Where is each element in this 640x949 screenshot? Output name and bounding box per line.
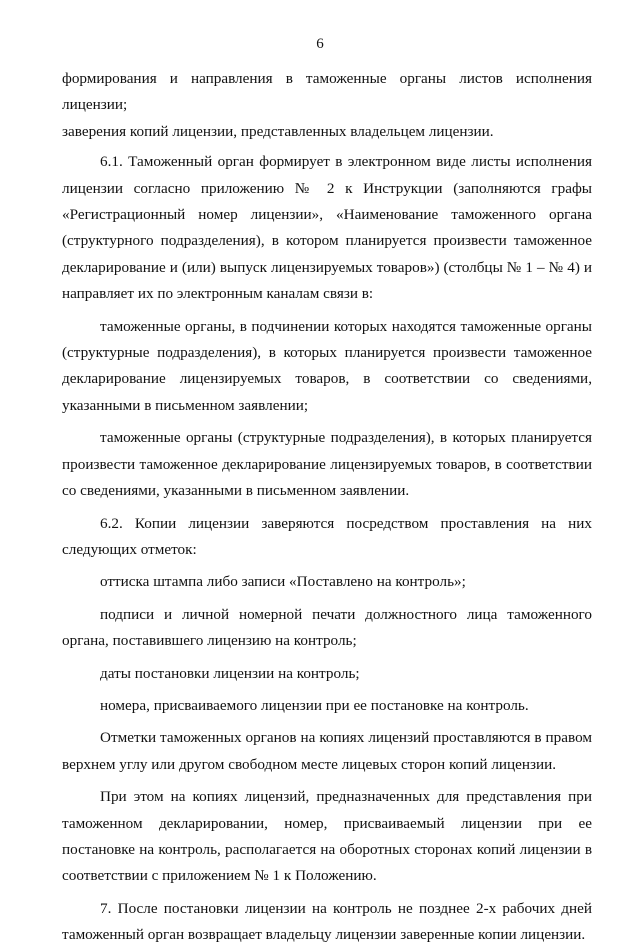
paragraph-subordinate-customs-bodies: таможенные органы, в подчинении которых находятся таможенные органы (структурные подразделения), в которых планируется произвести таможенное декларирование лицензируемых товаров, в соответствии со сведениями, указанными в письменном заявлении; xyxy=(62,317,592,414)
paragraph-registration-date: даты постановки лицензии на контроль; xyxy=(100,664,360,682)
paragraph-assigned-number: номера, присваиваемого лицензии при ее постановке на контроль. xyxy=(100,696,529,714)
paragraph-marks-placement: Отметки таможенных органов на копиях лицензий проставляются в правом верхнем углу или другом свободном месте лицевых сторон копий лицензии. xyxy=(62,729,592,773)
paragraph-signature-seal: подписи и личной номерной печати должностного лица таможенного органа, поставившего лицензию на контроль; xyxy=(62,605,592,650)
paragraph-list-item-certifying: заверения копий лицензии, представленных владельцем лицензии. xyxy=(62,122,494,140)
document-body xyxy=(62,66,592,949)
paragraph-reverse-side-number: При этом на копиях лицензий, предназначенных для представления при таможенном декларировании, номер, присваиваемый лицензии при ее постановке на контроль, располагается на оборотных сторонах копий лицензии в соответствии с приложением № 1 к Положению. xyxy=(62,788,592,885)
paragraph-6-1: 6.1. Таможенный орган формирует в электронном виде листы исполнения лицензии согласно приложению № 2 к Инструкции (заполняются графы «Регистрационный номер лицензии», «Наименование таможенного органа (структурного подразделения), в котором планируется произвести таможенное декларирование и (или) выпуск лицензируемых товаров») (столбцы № 1 – № 4) и направляет их по электронным каналам связи в: xyxy=(62,153,592,303)
paragraph-structural-units: таможенные органы (структурные подразделения), в которых планируется произвести таможенное декларирование лицензируемых товаров, в соответствии со сведениями, указанными в письменном заявлении. xyxy=(62,429,592,500)
paragraph-6-2: 6.2. Копии лицензии заверяются посредством проставления на них следующих отметок: xyxy=(62,514,592,558)
page-number: 6 xyxy=(316,36,324,52)
paragraph-list-item-forming: формирования и направления в таможенные органы листов исполнения лицензии; xyxy=(62,70,592,114)
paragraph-7: 7. После постановки лицензии на контроль не позднее 2-х рабочих дней таможенный орган возвращает владельцу лицензии заверенные копии лицензии. xyxy=(62,899,592,944)
paragraph-stamp-mark: оттиска штампа либо записи «Поставлено на контроль»; xyxy=(100,573,466,591)
